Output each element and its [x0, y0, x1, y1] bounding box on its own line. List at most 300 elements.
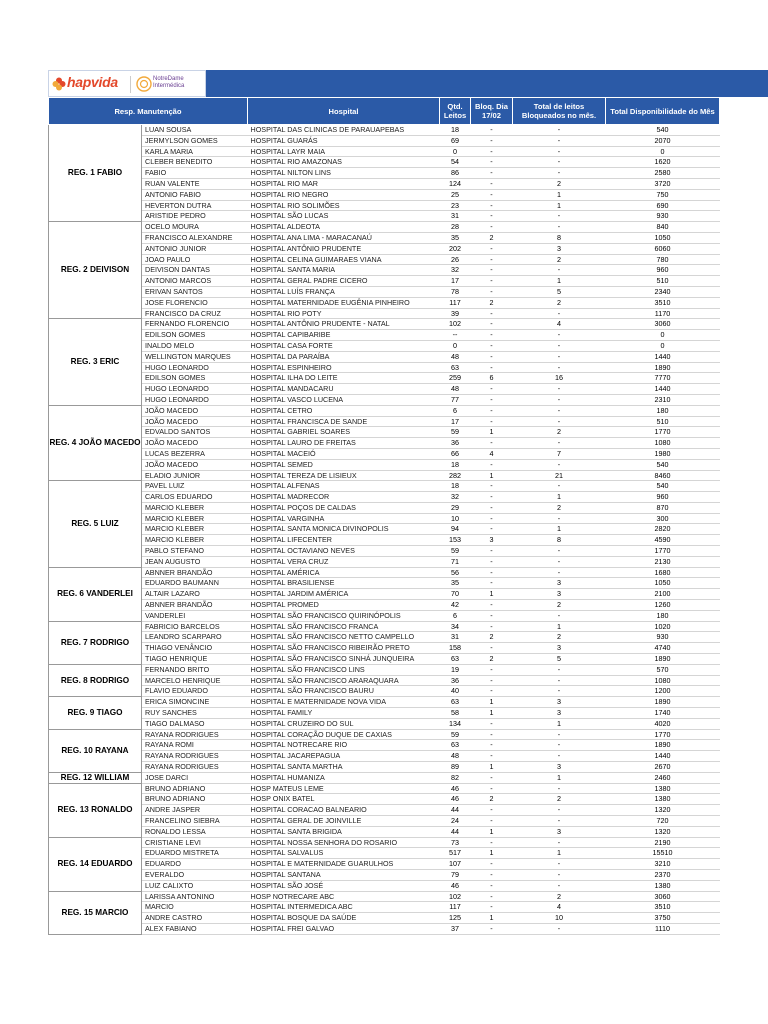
cell-qtd: 117 — [440, 902, 471, 913]
cell-hosp: HOSPITAL SALVALUS — [248, 848, 440, 859]
cell-qtd: 48 — [440, 384, 471, 395]
cell-hosp: HOSPITAL CETRO — [248, 405, 440, 416]
region-label: REG. 15 MARCIO — [49, 891, 142, 934]
cell-tot: 1 — [513, 189, 606, 200]
cell-disp: 1020 — [606, 621, 720, 632]
cell-resp: RAYANA RODRIGUES — [142, 751, 248, 762]
region-label: REG. 7 RODRIGO — [49, 621, 142, 664]
cell-bloq: - — [471, 394, 513, 405]
cell-bloq: - — [471, 330, 513, 341]
cell-tot: 1 — [513, 276, 606, 287]
cell-resp: ANTONIO MARCOS — [142, 276, 248, 287]
cell-disp: 1320 — [606, 826, 720, 837]
cell-qtd: 66 — [440, 448, 471, 459]
cell-tot: - — [513, 567, 606, 578]
cell-qtd: 48 — [440, 351, 471, 362]
table-row — [49, 654, 720, 665]
cell-resp: HUGO LEONARDO — [142, 362, 248, 373]
cell-disp: 2670 — [606, 762, 720, 773]
cell-resp: JOÃO MACEDO — [142, 405, 248, 416]
cell-tot: 1 — [513, 772, 606, 783]
table-row — [49, 923, 720, 934]
cell-tot: 3 — [513, 697, 606, 708]
table-row — [49, 459, 720, 470]
cell-resp: ANTONIO JUNIOR — [142, 243, 248, 254]
cell-tot: 8 — [513, 535, 606, 546]
cell-disp: 870 — [606, 502, 720, 513]
cell-tot: 7 — [513, 448, 606, 459]
cell-bloq: - — [471, 783, 513, 794]
cell-hosp: HOSPITAL HUMANIZA — [248, 772, 440, 783]
table-header-row — [49, 98, 720, 125]
cell-resp: RUY SANCHES — [142, 708, 248, 719]
cell-qtd: 28 — [440, 222, 471, 233]
cell-hosp: HOSPITAL MACEIÓ — [248, 448, 440, 459]
cell-resp: CARLOS EDUARDO — [142, 492, 248, 503]
table-row — [49, 416, 720, 427]
cell-bloq: - — [471, 168, 513, 179]
region-label: REG. 13 RONALDO — [49, 783, 142, 837]
cell-bloq: - — [471, 200, 513, 211]
cell-bloq: - — [471, 438, 513, 449]
cell-tot: 2 — [513, 891, 606, 902]
cell-resp: JOSE FLORENCIO — [142, 297, 248, 308]
cell-tot: - — [513, 664, 606, 675]
cell-tot: 1 — [513, 718, 606, 729]
cell-qtd: 59 — [440, 427, 471, 438]
cell-resp: JOAO PAULO — [142, 254, 248, 265]
cell-hosp: HOSPITAL TEREZA DE LISIEUX — [248, 470, 440, 481]
cell-bloq: - — [471, 286, 513, 297]
table-row — [49, 405, 720, 416]
cell-qtd: 6 — [440, 405, 471, 416]
cell-disp: 840 — [606, 222, 720, 233]
cell-resp: BRUNO ADRIANO — [142, 794, 248, 805]
cell-disp: 2190 — [606, 837, 720, 848]
cell-disp: 0 — [606, 340, 720, 351]
cell-disp: 1680 — [606, 567, 720, 578]
cell-bloq: 2 — [471, 794, 513, 805]
cell-resp: FABIO — [142, 168, 248, 179]
cell-tot: 3 — [513, 643, 606, 654]
cell-qtd: 73 — [440, 837, 471, 848]
cell-bloq: - — [471, 805, 513, 816]
cell-resp: FRANCISCO DA CRUZ — [142, 308, 248, 319]
cell-hosp: HOSPITAL CRUZEIRO DO SUL — [248, 718, 440, 729]
cell-tot: - — [513, 222, 606, 233]
col-header-bloq: Bloq. Dia 17/02 — [471, 98, 513, 125]
cell-tot: - — [513, 610, 606, 621]
table-row — [49, 762, 720, 773]
cell-disp: 180 — [606, 610, 720, 621]
cell-disp: 1050 — [606, 232, 720, 243]
cell-tot: 4 — [513, 319, 606, 330]
table-row — [49, 556, 720, 567]
region-label: REG. 1 FABIO — [49, 125, 142, 222]
cell-disp: 1380 — [606, 880, 720, 891]
cell-qtd: 59 — [440, 546, 471, 557]
cell-resp: EDVALDO SANTOS — [142, 427, 248, 438]
cell-bloq: - — [471, 319, 513, 330]
cell-disp: 510 — [606, 276, 720, 287]
cell-qtd: 39 — [440, 308, 471, 319]
cell-bloq: - — [471, 254, 513, 265]
cell-hosp: HOSPITAL PROMED — [248, 600, 440, 611]
cell-bloq: 1 — [471, 470, 513, 481]
table-row — [49, 632, 720, 643]
logo-divider — [130, 76, 131, 93]
cell-tot: 10 — [513, 913, 606, 924]
cell-hosp: HOSPITAL RIO MAR — [248, 178, 440, 189]
cell-tot: - — [513, 362, 606, 373]
cell-qtd: 54 — [440, 157, 471, 168]
cell-qtd: 202 — [440, 243, 471, 254]
cell-hosp: HOSPITAL JARDIM AMÉRICA — [248, 589, 440, 600]
cell-resp: ABNNER BRANDÃO — [142, 600, 248, 611]
cell-resp: MARCIO KLEBER — [142, 524, 248, 535]
cell-hosp: HOSPITAL SÃO LUCAS — [248, 211, 440, 222]
table-row — [49, 362, 720, 373]
cell-hosp: HOSPITAL LIFECENTER — [248, 535, 440, 546]
cell-hosp: HOSPITAL MATERNIDADE EUGÊNIA PINHEIRO — [248, 297, 440, 308]
cell-hosp: HOSPITAL ILHA DO LEITE — [248, 373, 440, 384]
cell-tot: 1 — [513, 848, 606, 859]
cell-disp: 2580 — [606, 168, 720, 179]
cell-disp: 1770 — [606, 427, 720, 438]
cell-hosp: HOSPITAL CAPIBARIBE — [248, 330, 440, 341]
cell-resp: INALDO MELO — [142, 340, 248, 351]
cell-hosp: HOSPITAL SANTA MARIA — [248, 265, 440, 276]
cell-disp: 2310 — [606, 394, 720, 405]
cell-disp: 780 — [606, 254, 720, 265]
cell-bloq: - — [471, 664, 513, 675]
maintenance-table — [48, 97, 720, 935]
table-row — [49, 805, 720, 816]
cell-bloq: - — [471, 880, 513, 891]
cell-disp: 1890 — [606, 654, 720, 665]
cell-tot: - — [513, 340, 606, 351]
cell-tot: - — [513, 135, 606, 146]
cell-tot: 1 — [513, 621, 606, 632]
table-row — [49, 621, 720, 632]
table-row — [49, 772, 720, 783]
cell-disp: 2130 — [606, 556, 720, 567]
cell-disp: 3720 — [606, 178, 720, 189]
cell-hosp: HOSPITAL CELINA GUIMARAES VIANA — [248, 254, 440, 265]
cell-hosp: HOSPITAL ANTÔNIO PRUDENTE - NATAL — [248, 319, 440, 330]
cell-tot: - — [513, 308, 606, 319]
cell-tot: 1 — [513, 200, 606, 211]
cell-qtd: 0 — [440, 340, 471, 351]
cell-tot: - — [513, 405, 606, 416]
cell-bloq: - — [471, 643, 513, 654]
region-label: REG. 3 ERIC — [49, 319, 142, 405]
cell-hosp: HOSPITAL FRANCISCA DE SANDE — [248, 416, 440, 427]
cell-hosp: HOSPITAL SÃO JOSÉ — [248, 880, 440, 891]
table-row — [49, 567, 720, 578]
cell-tot: 2 — [513, 254, 606, 265]
table-row — [49, 524, 720, 535]
cell-hosp: HOSPITAL SÃO FRANCISCO LINS — [248, 664, 440, 675]
cell-qtd: 34 — [440, 621, 471, 632]
cell-resp: JOÃO MACEDO — [142, 459, 248, 470]
cell-hosp: HOSPITAL SANTA BRIGIDA — [248, 826, 440, 837]
cell-tot: - — [513, 751, 606, 762]
cell-resp: EDUARDO MISTRETA — [142, 848, 248, 859]
cell-disp: 540 — [606, 481, 720, 492]
cell-disp: 1440 — [606, 751, 720, 762]
cell-hosp: HOSPITAL NOSSA SENHORA DO ROSARIO — [248, 837, 440, 848]
table-row — [49, 243, 720, 254]
cell-bloq: - — [471, 362, 513, 373]
table-row — [49, 373, 720, 384]
cell-tot: - — [513, 686, 606, 697]
table-row — [49, 200, 720, 211]
cell-qtd: 82 — [440, 772, 471, 783]
cell-resp: ANDRE CASTRO — [142, 913, 248, 924]
cell-qtd: 102 — [440, 319, 471, 330]
cell-bloq: - — [471, 502, 513, 513]
cell-qtd: 46 — [440, 794, 471, 805]
cell-qtd: 94 — [440, 524, 471, 535]
cell-qtd: 23 — [440, 200, 471, 211]
cell-resp: JOÃO MACEDO — [142, 438, 248, 449]
table-row — [49, 610, 720, 621]
cell-disp: 3750 — [606, 913, 720, 924]
cell-resp: RONALDO LESSA — [142, 826, 248, 837]
cell-tot: - — [513, 384, 606, 395]
cell-disp: 1170 — [606, 308, 720, 319]
cell-tot: - — [513, 394, 606, 405]
cell-bloq: 2 — [471, 654, 513, 665]
cell-hosp: HOSPITAL VASCO LUCENA — [248, 394, 440, 405]
table-row — [49, 157, 720, 168]
cell-qtd: 63 — [440, 697, 471, 708]
cell-hosp: HOSPITAL E MATERNIDADE NOVA VIDA — [248, 697, 440, 708]
cell-resp: CLEBER BENEDITO — [142, 157, 248, 168]
cell-hosp: HOSPITAL MADRECOR — [248, 492, 440, 503]
cell-tot: - — [513, 729, 606, 740]
cell-tot: - — [513, 675, 606, 686]
table-row — [49, 394, 720, 405]
cell-tot: - — [513, 416, 606, 427]
cell-qtd: 44 — [440, 826, 471, 837]
table-row — [49, 178, 720, 189]
cell-tot: 3 — [513, 826, 606, 837]
cell-bloq: - — [471, 459, 513, 470]
cell-disp: 1440 — [606, 351, 720, 362]
cell-qtd: 44 — [440, 805, 471, 816]
cell-bloq: - — [471, 211, 513, 222]
cell-resp: JOSE DARCI — [142, 772, 248, 783]
cell-disp: 1380 — [606, 794, 720, 805]
cell-hosp: HOSPITAL GUARÁS — [248, 135, 440, 146]
cell-disp: 2370 — [606, 869, 720, 880]
table-row — [49, 729, 720, 740]
cell-qtd: 29 — [440, 502, 471, 513]
cell-disp: 7770 — [606, 373, 720, 384]
cell-resp: PAVEL LUIZ — [142, 481, 248, 492]
cell-bloq: - — [471, 567, 513, 578]
cell-disp: 300 — [606, 513, 720, 524]
cell-bloq: - — [471, 740, 513, 751]
cell-bloq: - — [471, 600, 513, 611]
region-label: REG. 9 TIAGO — [49, 697, 142, 729]
cell-qtd: 17 — [440, 276, 471, 287]
cell-hosp: HOSPITAL DA PARAÍBA — [248, 351, 440, 362]
cell-qtd: 102 — [440, 891, 471, 902]
table-row — [49, 189, 720, 200]
cell-bloq: - — [471, 243, 513, 254]
cell-bloq: 1 — [471, 589, 513, 600]
cell-qtd: 19 — [440, 664, 471, 675]
cell-hosp: HOSPITAL BOSQUE DA SAÚDE — [248, 913, 440, 924]
cell-bloq: - — [471, 837, 513, 848]
region-label: REG. 6 VANDERLEI — [49, 567, 142, 621]
cell-qtd: 26 — [440, 254, 471, 265]
cell-resp: LEANDRO SCARPARO — [142, 632, 248, 643]
cell-tot: 2 — [513, 502, 606, 513]
cell-resp: MARCIO KLEBER — [142, 535, 248, 546]
cell-hosp: HOSPITAL DAS CLINICAS DE PARAUAPEBAS — [248, 125, 440, 136]
cell-bloq: - — [471, 891, 513, 902]
region-label: REG. 5 LUIZ — [49, 481, 142, 567]
cell-resp: LUIZ CALIXTO — [142, 880, 248, 891]
cell-disp: 1110 — [606, 923, 720, 934]
cell-bloq: 3 — [471, 535, 513, 546]
cell-hosp: HOSPITAL BRASILIENSE — [248, 578, 440, 589]
cell-hosp: HOSPITAL SÃO FRANCISCO BAURU — [248, 686, 440, 697]
cell-bloq: - — [471, 578, 513, 589]
cell-qtd: 153 — [440, 535, 471, 546]
cell-hosp: HOSPITAL NILTON LINS — [248, 168, 440, 179]
table-row — [49, 664, 720, 675]
table-row — [49, 276, 720, 287]
cell-resp: ANDRE JASPER — [142, 805, 248, 816]
cell-resp: HUGO LEONARDO — [142, 384, 248, 395]
table-row — [49, 232, 720, 243]
table-row — [49, 319, 720, 330]
cell-resp: ALTAIR LAZARO — [142, 589, 248, 600]
cell-disp: 930 — [606, 632, 720, 643]
cell-qtd: 42 — [440, 600, 471, 611]
cell-disp: 3060 — [606, 319, 720, 330]
table-row — [49, 286, 720, 297]
cell-qtd: 6 — [440, 610, 471, 621]
cell-resp: JERMYLSON GOMES — [142, 135, 248, 146]
cell-resp: DEIVISON DANTAS — [142, 265, 248, 276]
table-row — [49, 643, 720, 654]
table-row — [49, 222, 720, 233]
cell-hosp: HOSPITAL SÃO FRANCISCO FRANCA — [248, 621, 440, 632]
cell-disp: 720 — [606, 816, 720, 827]
cell-bloq: - — [471, 729, 513, 740]
cell-disp: 3510 — [606, 902, 720, 913]
table-row — [49, 146, 720, 157]
cell-disp: 510 — [606, 416, 720, 427]
cell-tot: - — [513, 459, 606, 470]
table-row — [49, 837, 720, 848]
cell-qtd: 59 — [440, 729, 471, 740]
cell-hosp: HOSPITAL RIO SOLIMÕES — [248, 200, 440, 211]
cell-bloq: - — [471, 816, 513, 827]
cell-resp: ELADIO JUNIOR — [142, 470, 248, 481]
cell-tot: - — [513, 513, 606, 524]
cell-hosp: HOSPITAL ANTÔNIO PRUDENTE — [248, 243, 440, 254]
cell-resp: ERIVAN SANTOS — [142, 286, 248, 297]
cell-qtd: 37 — [440, 923, 471, 934]
table-row — [49, 254, 720, 265]
cell-qtd: 282 — [440, 470, 471, 481]
cell-tot: - — [513, 125, 606, 136]
cell-qtd: 40 — [440, 686, 471, 697]
table-row — [49, 902, 720, 913]
cell-tot: 2 — [513, 297, 606, 308]
cell-resp: EDILSON GOMES — [142, 330, 248, 341]
cell-tot: - — [513, 923, 606, 934]
cell-hosp: HOSPITAL E MATERNIDADE GUARULHOS — [248, 859, 440, 870]
table-row — [49, 168, 720, 179]
cell-disp: 1740 — [606, 708, 720, 719]
cell-hosp: HOSPITAL CORACAO BALNEARIO — [248, 805, 440, 816]
cell-resp: BRUNO ADRIANO — [142, 783, 248, 794]
col-header-hospital: Hospital — [248, 98, 440, 125]
cell-disp: 6060 — [606, 243, 720, 254]
cell-bloq: - — [471, 481, 513, 492]
cell-disp: 1770 — [606, 546, 720, 557]
table-row — [49, 826, 720, 837]
cell-tot: - — [513, 168, 606, 179]
cell-disp: 1050 — [606, 578, 720, 589]
cell-hosp: HOSPITAL SÃO FRANCISCO RIBEIRÃO PRETO — [248, 643, 440, 654]
cell-resp: WELLINGTON MARQUES — [142, 351, 248, 362]
cell-disp: 1620 — [606, 157, 720, 168]
cell-qtd: 17 — [440, 416, 471, 427]
notredame-logo-icon — [136, 76, 152, 92]
cell-qtd: 58 — [440, 708, 471, 719]
cell-bloq: 6 — [471, 373, 513, 384]
cell-tot: - — [513, 330, 606, 341]
table-row — [49, 297, 720, 308]
table-row — [49, 600, 720, 611]
cell-bloq: 2 — [471, 232, 513, 243]
table-row — [49, 513, 720, 524]
cell-resp: LUCAS BEZERRA — [142, 448, 248, 459]
cell-bloq: - — [471, 902, 513, 913]
cell-disp: 2460 — [606, 772, 720, 783]
cell-disp: 690 — [606, 200, 720, 211]
cell-resp: HEVERTON DUTRA — [142, 200, 248, 211]
cell-resp: FABRICIO BARCELOS — [142, 621, 248, 632]
cell-qtd: 63 — [440, 362, 471, 373]
cell-hosp: HOSPITAL NOTRECARE RIO — [248, 740, 440, 751]
cell-disp: 1320 — [606, 805, 720, 816]
cell-hosp: HOSPITAL ALFENAS — [248, 481, 440, 492]
table-row — [49, 686, 720, 697]
cell-disp: 180 — [606, 405, 720, 416]
cell-qtd: 10 — [440, 513, 471, 524]
cell-qtd: 24 — [440, 816, 471, 827]
cell-bloq: - — [471, 524, 513, 535]
table-row — [49, 578, 720, 589]
cell-qtd: 86 — [440, 168, 471, 179]
cell-tot: - — [513, 211, 606, 222]
cell-hosp: HOSPITAL FREI GALVAO — [248, 923, 440, 934]
cell-qtd: 18 — [440, 125, 471, 136]
cell-qtd: 158 — [440, 643, 471, 654]
cell-qtd: 63 — [440, 740, 471, 751]
table-row — [49, 470, 720, 481]
